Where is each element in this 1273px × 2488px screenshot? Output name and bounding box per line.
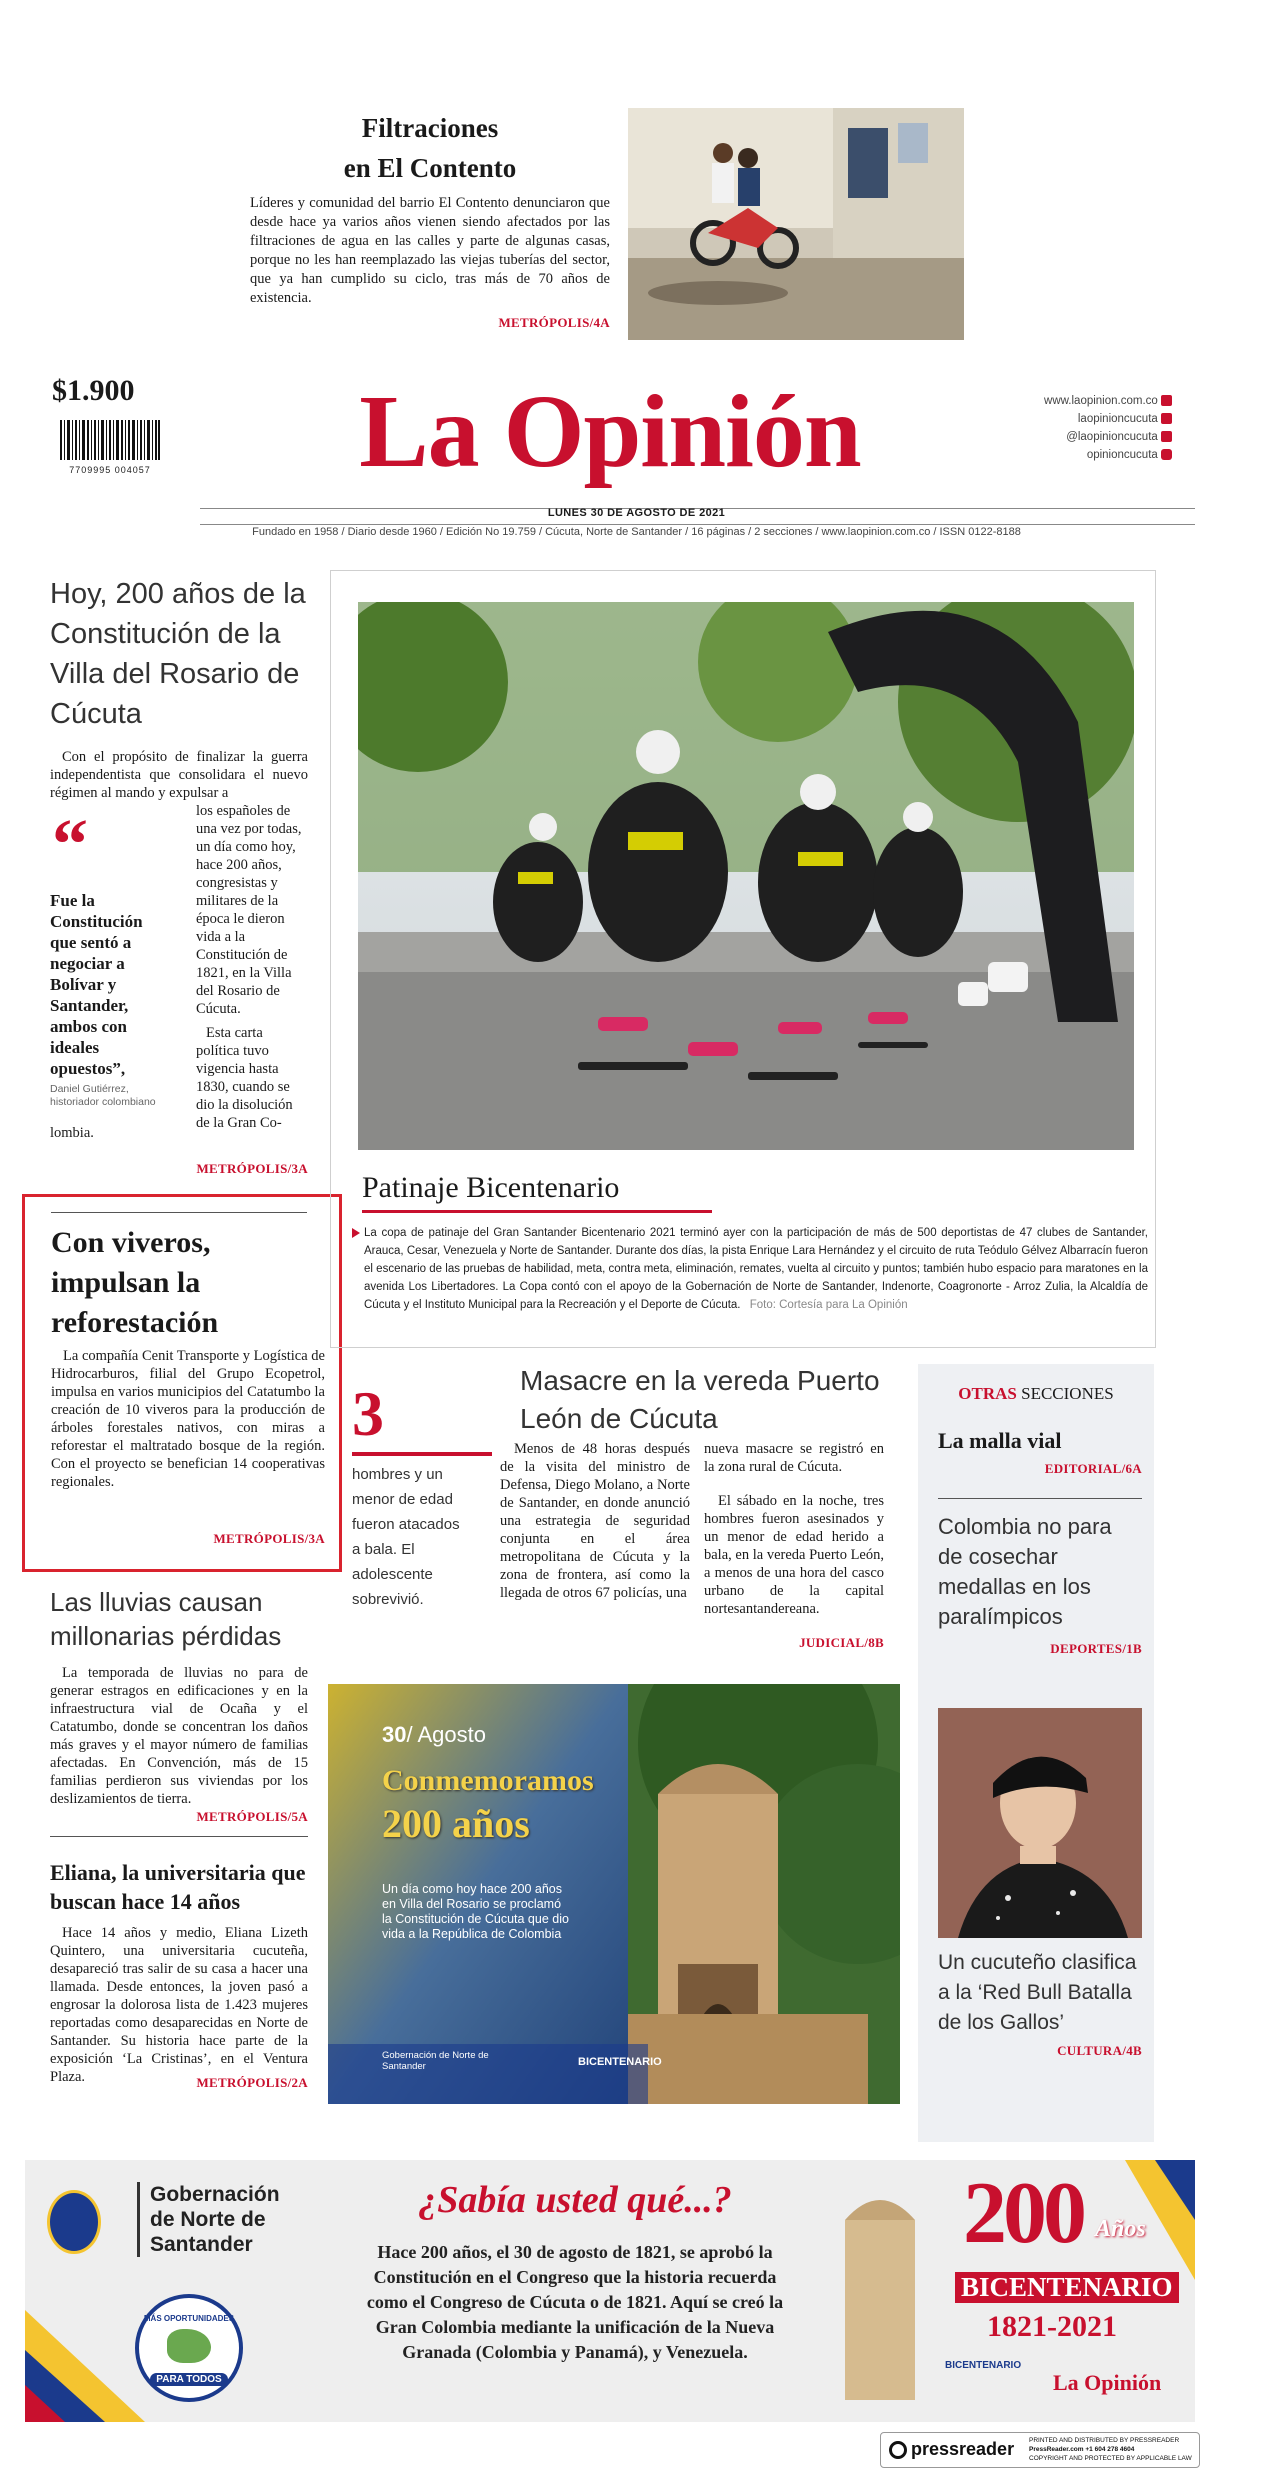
constitucion-headline[interactable]: Hoy, 200 años de la Constitución de la Villa del Rosario de Cúcuta bbox=[50, 578, 306, 730]
constitucion-intro: Con el propósito de finalizar la guerra independentista que consolidara el nuevo régimen al mando y expulsar a bbox=[50, 749, 308, 801]
small-bicentenario-logo: BICENTENARIO bbox=[945, 2360, 1022, 2371]
social-links bbox=[960, 392, 1172, 464]
social-twitter-label: @laopinioncucuta bbox=[1066, 431, 1158, 443]
pressreader-icon bbox=[889, 2441, 907, 2459]
lluvias-headline[interactable]: Las lluvias causan millonarias pérdidas bbox=[50, 1587, 282, 1651]
eliana-headline[interactable]: Eliana, la universitaria que buscan hace 14 años bbox=[50, 1860, 306, 1914]
masacre-col2b: El sábado en la noche, tres hombres fueron asesinados y un menor de edad herido a bala, en la vereda Puerto León, a menos de una hora del casco urbano de la capital nortesantandereana. bbox=[704, 1493, 884, 1617]
social-instagram[interactable] bbox=[960, 446, 1172, 464]
caption-arrow-icon bbox=[352, 1228, 360, 1238]
masacre-headline[interactable]: Masacre en la vereda Puerto León de Cúcuta bbox=[520, 1365, 880, 1434]
badge-bottom: PARA TODOS bbox=[150, 2373, 227, 2386]
social-instagram-label: opinioncucuta bbox=[1086, 449, 1158, 461]
teaser-jump[interactable] bbox=[250, 314, 610, 332]
masacre-number-rule bbox=[352, 1452, 492, 1456]
masthead-rule-bottom bbox=[200, 524, 1195, 525]
teaser-section: METRÓPOLIS bbox=[498, 315, 590, 330]
lluvias-rule bbox=[50, 1836, 308, 1837]
lluvias-section: METRÓPOLIS bbox=[196, 1809, 288, 1824]
barcode bbox=[60, 420, 160, 475]
barcode-number: 7709995 004057 bbox=[69, 465, 151, 475]
otras-item-1-title: La malla vial bbox=[938, 1428, 1062, 1453]
price: $1.900 bbox=[52, 374, 135, 407]
otras-item-3-page: /4B bbox=[1122, 2043, 1142, 2058]
patinaje-headline[interactable]: Patinaje Bicentenario bbox=[362, 1171, 620, 1204]
masacre-side-text: hombres y un menor de edad fueron atacados a bala. El adolescente sobrevivió. bbox=[352, 1466, 460, 1608]
patinaje-caption bbox=[364, 1224, 1148, 1314]
social-facebook[interactable] bbox=[960, 410, 1172, 428]
badge-circle bbox=[135, 2294, 243, 2402]
patinaje-headline-underline bbox=[362, 1210, 712, 1213]
gov-shield-icon bbox=[47, 2190, 101, 2254]
masacre-col2a: nueva masacre se registró en la zona rural de Cúcuta. bbox=[704, 1441, 884, 1475]
social-web-label: www.laopinion.com.co bbox=[1044, 395, 1158, 407]
otras-item-2-section: DEPORTES bbox=[1050, 1641, 1123, 1656]
lluvias-page: /5A bbox=[287, 1809, 308, 1824]
ad-conmemoramos[interactable] bbox=[328, 1684, 900, 2104]
ad-sabia[interactable] bbox=[25, 2160, 1195, 2422]
teaser-page: /4A bbox=[589, 315, 610, 330]
pull-quote: Fue la Constitución que sentó a negociar a Bolívar y Santander, ambos con ideales opuestos”, bbox=[50, 891, 143, 1078]
youtube-icon bbox=[1161, 395, 1172, 406]
constitucion-page: /3A bbox=[287, 1161, 308, 1176]
big-200: 200 bbox=[963, 2165, 1083, 2262]
otras-title bbox=[918, 1384, 1154, 1404]
pressreader-info bbox=[1029, 2436, 1192, 2463]
quote-author: Daniel Gutiérrez, historiador colombiano bbox=[50, 1083, 156, 1108]
patinaje-caption-text: La copa de patinaje del Gran Santander Bicentenario 2021 terminó ayer con la participación de más de 500 deportistas de 47 clubes de Santander, Arauca, Cesar, Venezuela y Norte de Santander. Durante dos días, la pista Enrique Lara Hernández y el circuito de ruta Teódulo Gélvez Albarracín fueron el escenario de las pruebas de habilidad, meta, contra meta, eliminación, remates, vuelta al circuito y puntos; también hubo espacio para maratones en la avenida Los Libertadores. La Copa contó con el apoyo de la Gobernación de Norte de Santander, Indenorte, Coagronorte - Arroz Zulia, la Alcaldía de Cúcuta y el Instituto Municipal para la Recreación y el Deporte de Cúcuta. bbox=[364, 1227, 1148, 1311]
badge-top: MÁS OPORTUNIDADES bbox=[143, 2314, 235, 2323]
lluvias-body: La temporada de lluvias no para de generar estragos en edificaciones y en la infraestructura vial de Ocaña y el Catatumbo, donde se concentran los daños más graves y el mayor número de familias afectadas. En Convención, más de 15 familias perdieron sus viviendas por los deslizamientos de tierra. bbox=[50, 1665, 308, 1807]
logo[interactable]: La Opinión bbox=[359, 374, 861, 489]
viveros-jump[interactable] bbox=[51, 1530, 325, 1548]
teaser-body: Líderes y comunidad del barrio El Contento denunciaron que desde hace ya varios años vienen siendo afectados por las filtraciones de agua en las calles y parte de algunas casas, porque no les han reemplazado las viejas tuberías del sector, que ya han cumplido su ciclo, tras más de 70 años de existencia. bbox=[250, 195, 610, 306]
constitucion-column: los españoles de una vez por todas, un día como hoy, hace 200 años, congresistas y militares de la época le dieron vida a la Constitución de 1821, en la Villa del Rosario de Cúcuta. bbox=[196, 803, 302, 1017]
ad-title-1: Conmemoramos bbox=[382, 1764, 594, 1797]
sabia-text: Hace 200 años, el 30 de agosto de 1821, se aprobó la Constitución en el Congreso que la historia recuerda como el Congreso de Cúcuta o de 1821. Aquí se creó la Gran Colombia mediante la unificación de la Nueva Granada (Colombia y Panamá), y Venezuela. bbox=[366, 2242, 784, 2362]
masacre-col1: Menos de 48 horas después de la visita del ministro de Defensa, Diego Molano, a Norte de Santander, en donde anunció una estrategia de seguridad conjunta en el área metropolitana de Cúcuta y la zona de frontera, así como la llegada de otros 67 policías, una bbox=[500, 1441, 690, 1601]
twitter-icon bbox=[1161, 431, 1172, 442]
otras-item-3-jump bbox=[938, 2042, 1142, 2060]
patinaje-credit: Foto: Cortesía para La Opinión bbox=[749, 1299, 908, 1311]
years-label: 1821-2021 bbox=[987, 2310, 1117, 2343]
pressreader-line-1: PRINTED AND DISTRIBUTED BY PRESSREADER bbox=[1029, 2437, 1180, 2444]
social-web[interactable] bbox=[960, 392, 1172, 410]
otras-title-red: OTRAS bbox=[958, 1384, 1017, 1403]
pressreader-name: pressreader bbox=[911, 2439, 1015, 2459]
ad-date-number: 30 bbox=[382, 1722, 407, 1747]
constitucion-section: METRÓPOLIS bbox=[196, 1161, 288, 1176]
lluvias-jump[interactable] bbox=[50, 1808, 308, 1826]
teaser-headline-1: Filtraciones bbox=[361, 113, 499, 143]
constitucion-jump[interactable] bbox=[50, 1160, 308, 1178]
ad-logo-gobernacion-text: Gobernación de Norte de Santander bbox=[382, 2050, 489, 2072]
ad-date-word: / Agosto bbox=[406, 1722, 486, 1747]
la-opinion-small-logo: La Opinión bbox=[1053, 2370, 1162, 2395]
otras-rule-1 bbox=[938, 1498, 1142, 1499]
masacre-jump[interactable] bbox=[704, 1634, 884, 1652]
instagram-icon bbox=[1161, 449, 1172, 460]
viveros-rule bbox=[51, 1212, 307, 1213]
ad-logo-gobernacion bbox=[382, 2050, 512, 2072]
teaser-headline-2: en El Contento bbox=[343, 153, 517, 183]
date-line: LUNES 30 DE AGOSTO DE 2021 bbox=[547, 507, 726, 519]
viveros-page: /3A bbox=[304, 1531, 325, 1546]
facebook-icon bbox=[1161, 413, 1172, 424]
otras-item-1[interactable] bbox=[938, 1426, 1142, 1478]
viveros-body: La compañía Cenit Transporte y Logística de Hidrocarburos, filial del Grupo Ecopetrol, impulsa en varios municipios del Catatumbo la creación de 10 viveros para la producción de árboles forestales nativos, con miras a reforestar el maltratado bosque de la región. Con el proyecto se benefician 14 cooperativas regionales. bbox=[51, 1348, 325, 1490]
cucuteno-photo[interactable] bbox=[938, 1708, 1142, 1938]
anos-label: Años bbox=[1095, 2216, 1146, 2242]
pressreader-line-3: COPYRIGHT AND PROTECTED BY APPLICABLE LAW bbox=[1029, 2455, 1192, 2462]
ad-title-2: 200 años bbox=[382, 1801, 530, 1846]
pressreader-badge[interactable] bbox=[880, 2432, 1200, 2468]
quote-mark: “ bbox=[52, 804, 88, 884]
eliana-page: /2A bbox=[287, 2075, 308, 2090]
ad-text: Un día como hoy hace 200 años en Villa del Rosario se proclamó la Constitución de Cúcuta que dio vida a la República de Colombia bbox=[382, 1882, 569, 1941]
viveros-section: METRÓPOLIS bbox=[213, 1531, 305, 1546]
social-facebook-label: laopinioncucuta bbox=[1077, 413, 1158, 425]
otras-item-2-jump bbox=[938, 1640, 1142, 1658]
masacre-page: /8B bbox=[864, 1635, 884, 1650]
otras-item-2-page: /1B bbox=[1122, 1641, 1142, 1656]
otras-item-2[interactable] bbox=[938, 1512, 1142, 1658]
otras-item-3-section: CULTURA bbox=[1057, 2043, 1123, 2058]
viveros-box[interactable] bbox=[22, 1194, 342, 1572]
viveros-headline: Con viveros, impulsan la reforestación bbox=[51, 1226, 219, 1339]
eliana-jump[interactable] bbox=[50, 2074, 308, 2092]
otras-item-3-title: Un cucuteño clasifica a la ‘Red Bull Batalla de los Gallos’ bbox=[938, 1951, 1137, 2034]
social-twitter[interactable] bbox=[960, 428, 1172, 446]
teaser-photo[interactable] bbox=[628, 108, 964, 340]
info-line: Fundado en 1958 / Diario desde 1960 / Edición No 19.759 / Cúcuta, Norte de Santander / 16 páginas / 2 secciones / www.laopinion.com.co / ISSN 0122-8188 bbox=[252, 526, 1021, 538]
gov-name: Gobernación de Norte de Santander bbox=[137, 2182, 307, 2257]
patinaje-photo[interactable] bbox=[358, 602, 1134, 1150]
constitucion-tail: lombia. bbox=[50, 1125, 94, 1141]
sabia-title: ¿Sabía usted qué...? bbox=[418, 2179, 732, 2221]
map-icon bbox=[167, 2329, 211, 2363]
bicentenario-label: BICENTENARIO bbox=[955, 2272, 1179, 2303]
otras-item-3[interactable] bbox=[938, 1948, 1142, 2060]
teaser-block[interactable] bbox=[250, 108, 610, 332]
otras-item-1-jump bbox=[938, 1460, 1142, 1478]
eliana-section: METRÓPOLIS bbox=[196, 2075, 288, 2090]
otras-title-rest: SECCIONES bbox=[1021, 1384, 1114, 1403]
masacre-big-number: 3 bbox=[352, 1378, 384, 1449]
constitucion-column-2: Esta carta política tuvo vigencia hasta 1830, cuando se dio la disolución de la Gran Co- bbox=[196, 1025, 293, 1131]
ad-logo-bicentenario: BICENTENARIO bbox=[578, 2056, 662, 2068]
otras-item-1-page: /6A bbox=[1121, 1461, 1142, 1476]
otras-item-2-title: Colombia no para de cosechar medallas en los paralímpicos bbox=[938, 1514, 1112, 1629]
ad-date bbox=[382, 1722, 486, 1748]
masacre-section: JUDICIAL bbox=[799, 1635, 865, 1650]
otras-item-1-section: EDITORIAL bbox=[1044, 1461, 1122, 1476]
pressreader-line-2: PressReader.com +1 604 278 4604 bbox=[1029, 2446, 1135, 2453]
eliana-body: Hace 14 años y medio, Eliana Lizeth Quintero, una universitaria cucuteña, desapareció tras salir de su casa a hacer una llamada. Desde entonces, la joven pasó a engrosar la dolorosa lista de 1.423 mujeres reportadas como desaparecidas en Norte de Santander. Su historia hace parte de la exposición ‘La Cristinas’, en el Ventura Plaza. bbox=[50, 1925, 308, 2085]
